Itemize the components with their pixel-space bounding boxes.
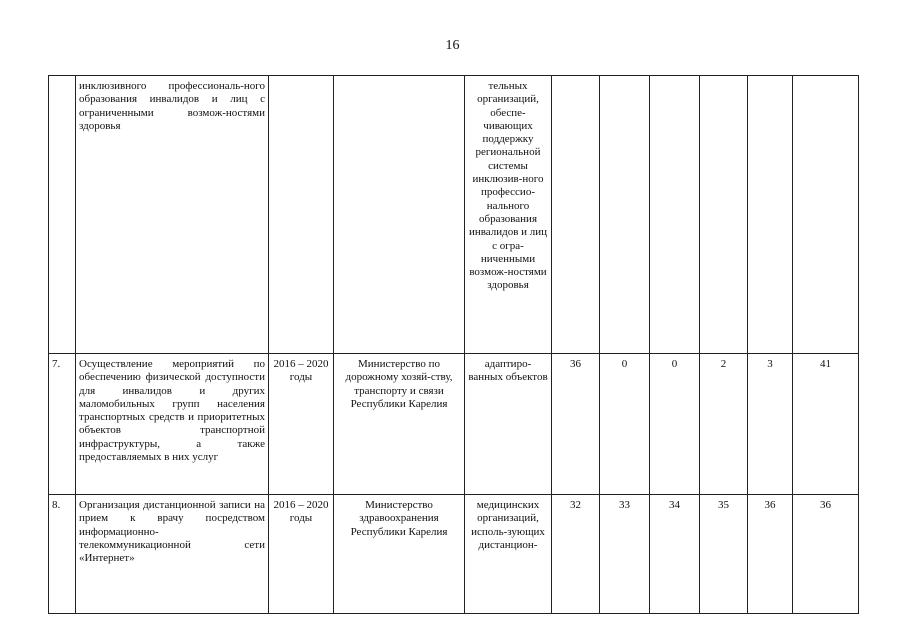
total-value-cell (793, 76, 859, 354)
table-row (49, 76, 859, 354)
period-cell (269, 76, 334, 354)
executor-cell: Министерство здравоохранения Республики Карелия (334, 495, 465, 614)
value-cell (650, 76, 700, 354)
period-cell: 2016 – 2020 годы (269, 354, 334, 495)
value-cell: 0 (600, 354, 650, 495)
program-table (48, 75, 859, 614)
value-cell (600, 76, 650, 354)
activity-cell: Организация дистанционной записи на прием к врачу посредством информационно-телекоммуникационной сети «Интернет» (76, 495, 269, 614)
value-cell: 36 (748, 495, 793, 614)
activity-cell: инклюзивного профессиональ-ного образования инвалидов и лиц с ограниченными возмож-ностями здоровья (76, 76, 269, 354)
indicator-cell: адаптиро-ванных объектов (465, 354, 552, 495)
row-number-cell (49, 76, 76, 354)
table-row (49, 354, 859, 495)
value-cell: 32 (552, 495, 600, 614)
value-cell: 2 (700, 354, 748, 495)
value-cell: 33 (600, 495, 650, 614)
executor-cell: Министерство по дорожному хозяй-ству, транспорту и связи Республики Карелия (334, 354, 465, 495)
row-number-cell: 8. (49, 495, 76, 614)
executor-cell (334, 76, 465, 354)
row-number-cell: 7. (49, 354, 76, 495)
page-number: 16 (445, 38, 460, 53)
total-value-cell: 36 (793, 495, 859, 614)
value-cell: 36 (552, 354, 600, 495)
indicator-cell: тельных организаций, обеспе-чивающих поддержку региональной системы инклюзив-ного профессио-нального образования инвалидов и лиц с огра-ниченными возмож-ностями здоровья (465, 76, 552, 354)
table-row (49, 495, 859, 614)
period-cell: 2016 – 2020 годы (269, 495, 334, 614)
total-value-cell: 41 (793, 354, 859, 495)
value-cell (552, 76, 600, 354)
value-cell (700, 76, 748, 354)
value-cell: 34 (650, 495, 700, 614)
indicator-cell: медицинских организаций, исполь-зующих дистанцион- (465, 495, 552, 614)
value-cell (748, 76, 793, 354)
value-cell: 3 (748, 354, 793, 495)
activity-cell: Осуществление мероприятий по обеспечению физической доступности для инвалидов и других маломобильных групп населения транспортных средств и приоритетных объектов транспортной инфраструктуры, а также предоставляемых в них услуг (76, 354, 269, 495)
value-cell: 0 (650, 354, 700, 495)
value-cell: 35 (700, 495, 748, 614)
